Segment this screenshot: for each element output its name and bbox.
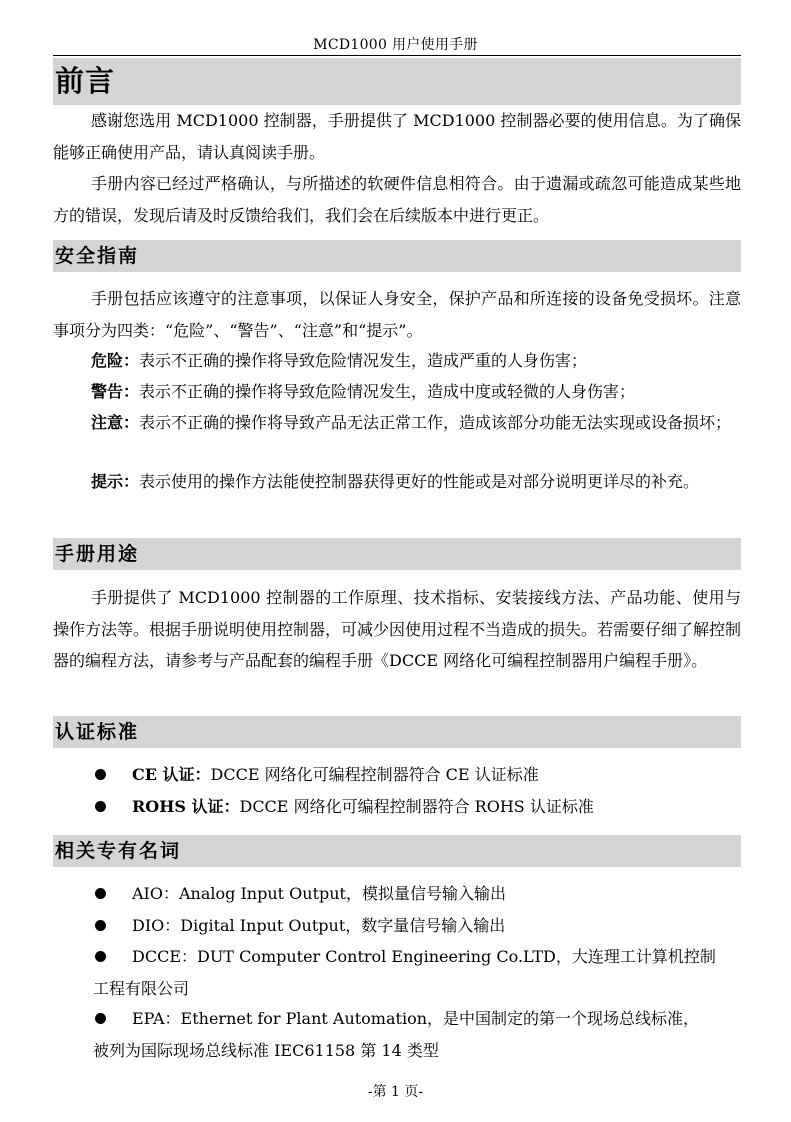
purpose-paragraph: 手册提供了 MCD1000 控制器的工作原理、技术指标、安装接线方法、产品功能、使用与操作方法等。根据手册说明使用控制器，可减少因使用过程不当造成的损失。若需要仔细了解控制器的编程方法，请参考与产品配套的编程手册《DCCE 网络化可编程控制器用户编程手册》。 [53, 588, 742, 670]
header-divider [53, 55, 741, 56]
glossary-text-continued: 被列为国际现场总线标准 IEC61158 第 14 类型 [93, 1040, 439, 1060]
preface-paragraph-2: 手册内容已经过严格确认，与所描述的软硬件信息相符合。由于遗漏或疏忽可能造成某些地方的错误，发现后请及时反馈给我们，我们会在后续版本中进行更正。 [53, 174, 741, 225]
glossary-text: DIO：Digital Input Output，数字量信号输入输出 [132, 916, 506, 935]
safety-item-danger [53, 345, 741, 377]
section-heading-purpose: 手册用途 [53, 538, 741, 570]
safety-item-warning [53, 376, 741, 408]
section-heading-certification: 认证标准 [53, 716, 741, 748]
section-heading-glossary: 相关专有名词 [53, 835, 741, 867]
safety-term-tip: 提示： [91, 472, 140, 491]
safety-text-caution: 表示不正确的操作将导致产品无法正常工作，造成该部分功能无法实现或设备损坏； [139, 413, 732, 432]
safety-term-caution: 注意： [91, 413, 140, 432]
page-number: -第 1 页- [367, 1084, 424, 1100]
certification-item-rohs [53, 791, 741, 823]
bullet-icon [95, 951, 106, 962]
glossary-item-aio [53, 878, 741, 910]
glossary-text-continued: 工程有限公司 [93, 978, 190, 998]
safety-term-warning: 警告： [91, 382, 140, 401]
bullet-icon [95, 769, 106, 780]
safety-text-warning: 表示不正确的操作将导致危险情况发生，造成中度或轻微的人身伤害； [139, 382, 636, 401]
safety-text-tip: 表示使用的操作方法能使控制器获得更好的性能或是对部分说明更详尽的补充。 [139, 472, 700, 491]
certification-text: DCCE 网络化可编程控制器符合 CE 认证标准 [210, 765, 539, 784]
safety-text-danger: 表示不正确的操作将导致危险情况发生，造成严重的人身伤害； [139, 351, 588, 370]
preface-paragraph-1: 感谢您选用 MCD1000 控制器，手册提供了 MCD1000 控制器必要的使用信息。为了确保能够正确使用产品，请认真阅读手册。 [53, 111, 741, 162]
glossary-text: DCCE：DUT Computer Control Engineering Co.LTD，大连理工计算机控制 [132, 947, 716, 966]
safety-item-caution [53, 407, 741, 439]
glossary-item-dcce [53, 941, 741, 1004]
running-header: MCD1000 用户使用手册 [313, 37, 478, 53]
certification-label: ROHS 认证： [132, 797, 240, 816]
section-heading-safety: 安全指南 [53, 240, 741, 272]
bullet-icon [95, 801, 106, 812]
glossary-text: EPA：Ethernet for Plant Automation，是中国制定的第一个现场总线标准， [132, 1009, 700, 1028]
glossary-item-dio [53, 910, 741, 942]
certification-label: CE 认证： [132, 765, 211, 784]
safety-item-tip [53, 466, 741, 498]
glossary-text: AIO：Analog Input Output，模拟量信号输入输出 [132, 884, 506, 903]
certification-item-ce [53, 759, 741, 791]
glossary-item-epa [53, 1003, 741, 1066]
certification-text: DCCE 网络化可编程控制器符合 ROHS 认证标准 [239, 797, 594, 816]
safety-intro: 手册包括应该遵守的注意事项，以保证人身安全，保护产品和所连接的设备免受损坏。注意事项分为四类：“危险”、“警告”、“注意”和“提示”。 [53, 289, 741, 340]
bullet-icon [95, 1013, 106, 1024]
safety-term-danger: 危险： [91, 351, 140, 370]
bullet-icon [95, 920, 106, 931]
bullet-icon [95, 888, 106, 899]
section-heading-preface: 前言 [53, 58, 741, 105]
